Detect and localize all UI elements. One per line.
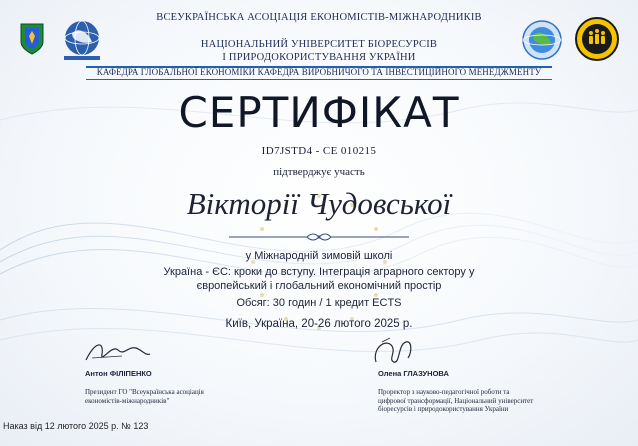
signature-left-icon (82, 336, 152, 366)
signature-right-icon (368, 336, 418, 368)
signer-left-position: Президент ГО "Всеукраїнська асоціація економістів-міжнародників" (85, 388, 204, 405)
header-divider-bottom (86, 79, 552, 80)
confirms-participation: підтверджує участь (273, 166, 365, 178)
departments: КАФЕДРА ГЛОБАЛЬНОЇ ЕКОНОМІКИ КАФЕДРА ВИРОБНИЧОГО ТА ІНВЕСТИЦІЙНОГО МЕНЕДЖМЕНТУ (96, 67, 542, 77)
order-reference: Наказ від 12 лютого 2025 р. № 123 (3, 421, 149, 431)
event-type: у Міжнародній зимовій школі (245, 250, 393, 262)
university-name-line1: НАЦІОНАЛЬНИЙ УНІВЕРСИТЕТ БІОРЕСУРСІВ (200, 39, 438, 50)
certificate-title: СЕРТИФІКАТ (178, 88, 460, 137)
name-ornament (219, 230, 419, 244)
event-title-line1: Україна - ЄС: кроки до вступу. Інтеграція аграрного сектору у (163, 266, 475, 278)
association-name: ВСЕУКРАЇНСЬКА АСОЦІАЦІЯ ЕКОНОМІСТІВ-МІЖНАРОДНИКІВ (156, 12, 482, 23)
event-place-date: Київ, Україна, 20-26 лютого 2025 р. (225, 318, 413, 330)
signer-left-name: Антон ФІЛІПЕНКО (85, 369, 152, 378)
event-title-line2: європейський і глобальний економічний простір (196, 280, 442, 292)
recipient-name: Вікторії Чудовської (186, 186, 452, 221)
event-volume: Обсяг: 30 годин / 1 кредит ECTS (236, 297, 402, 309)
certificate-code: ID7JSTD4 - CE 010215 (261, 145, 377, 157)
signer-right-name: Олена ГЛАЗУНОВА (378, 369, 449, 378)
university-name-line2: І ПРИРОДОКОРИСТУВАННЯ УКРАЇНИ (222, 52, 416, 63)
signer-right-position: Проректор з науково-педагогічної роботи та цифрової трансформації, Національний університет біоресурсів і природокористування України (378, 388, 534, 413)
